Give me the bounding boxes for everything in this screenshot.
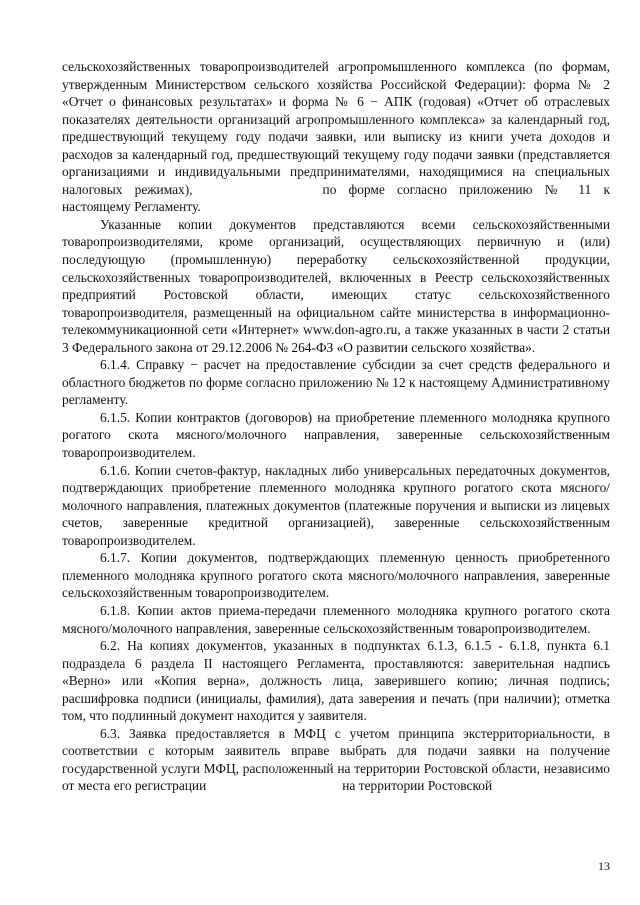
document-page	[62, 58, 610, 795]
paragraph-copies-note: Указанные копии документов представляются всеми сельскохозяйственными товаропроизводителями, кроме организаций, осуществляющих первичную и (или) последующую (промышленную) переработку сельскохозяйственной продукции, сельскохозяйственных товаропроизводителей, включенных в Реестр сельскохозяйственных предприятий Ростовской области, имеющих статус сельскохозяйственного товаропроизводителя, размещенный на официальном сайте министерства в информационно-телекоммуникационной сети «Интернет» www.don-agro.ru, а также указанных в части 2 статьи 3 Федерального закона от 29.12.2006 № 264-ФЗ «О развитии сельского хозяйства».	[62, 216, 610, 355]
page-number: 13	[598, 859, 610, 873]
paragraph-text-tail: на территории Ростовской	[342, 778, 493, 794]
paragraph-6-1-5: 6.1.5. Копии контрактов (договоров) на приобретение племенного молодняка крупного рогатого скота мясного/молочного направления, заверенные сельскохозяйственным товаропроизводителем.	[62, 409, 610, 461]
paragraph-6-1-7: 6.1.7. Копии документов, подтверждающих племенную ценность приобретенного племенного молодняка крупного рогатого скота мясного/молочного направления, заверенные сельскохозяйственным товаропроизводителем.	[62, 550, 610, 601]
paragraph-6-1-6: 6.1.6. Копии счетов-фактур, накладных либо универсальных передаточных документов, подтверждающих приобретение племенного молодняка крупного рогатого скота мясного/молочного направления, платежных документов (платежные поручения и выписки из лицевых счетов, заверенные кредитной организацией), заверенные сельскохозяйственным товаропроизводителем.	[62, 462, 610, 548]
paragraph-6-1-4: 6.1.4. Справку − расчет на предоставление субсидии за счет средств федерального и областного бюджетов по форме согласно приложению № 12 к настоящему Административному регламенту.	[62, 357, 610, 408]
paragraph-6-3	[62, 725, 610, 795]
paragraph-6-2: 6.2. На копиях документов, указанных в подпунктах 6.1.3, 6.1.5 - 6.1.8, пункта 6.1 подраздела 6 раздела II настоящего Регламента, проставляются: заверительная надпись «Верно» или «Копия верна», должность лица, заверившего копию; личная подпись; расшифровка подписи (инициалы, фамилия), дата заверения и печать (при наличии); отметка том, что подлинный документ находится у заявителя.	[62, 638, 610, 724]
paragraph-text-tail: по форме согласно приложению № 11 к настоящему Регламенту.	[62, 181, 610, 215]
paragraph-financial-reports	[62, 58, 610, 216]
paragraph-text: 6.3. Заявка предоставляется в МФЦ с учетом принципа экстерриториальности, в соответствии с которым заявитель вправе выбрать для подачи заявки на получение государственной услуги МФЦ, расположенный на территории Ростовской области, независимо от места его регистрации	[62, 725, 610, 794]
paragraph-6-1-8: 6.1.8. Копии актов приема-передачи племенного молодняка крупного рогатого скота мясного/молочного направления, заверенные сельскохозяйственным товаропроизводителем.	[62, 602, 610, 636]
paragraph-text: сельскохозяйственных товаропроизводителей агропромышленного комплекса (по формам, утвержденным Министерством сельского хозяйства Российской Федерации): форма № 2 «Отчет о финансовых результатах» и форма № 6 − АПК (годовая) «Отчет об отраслевых показателях деятельности организаций агропромышленного комплекса» за календарный год, предшествующий текущему году подачи заявки, или выписку из книги учета доходов и расходов за календарный год, предшествующий текущему году подачи заявки (представляется организациями и индивидуальными предпринимателями, находящимися на специальных налоговых режимах),	[62, 59, 610, 197]
